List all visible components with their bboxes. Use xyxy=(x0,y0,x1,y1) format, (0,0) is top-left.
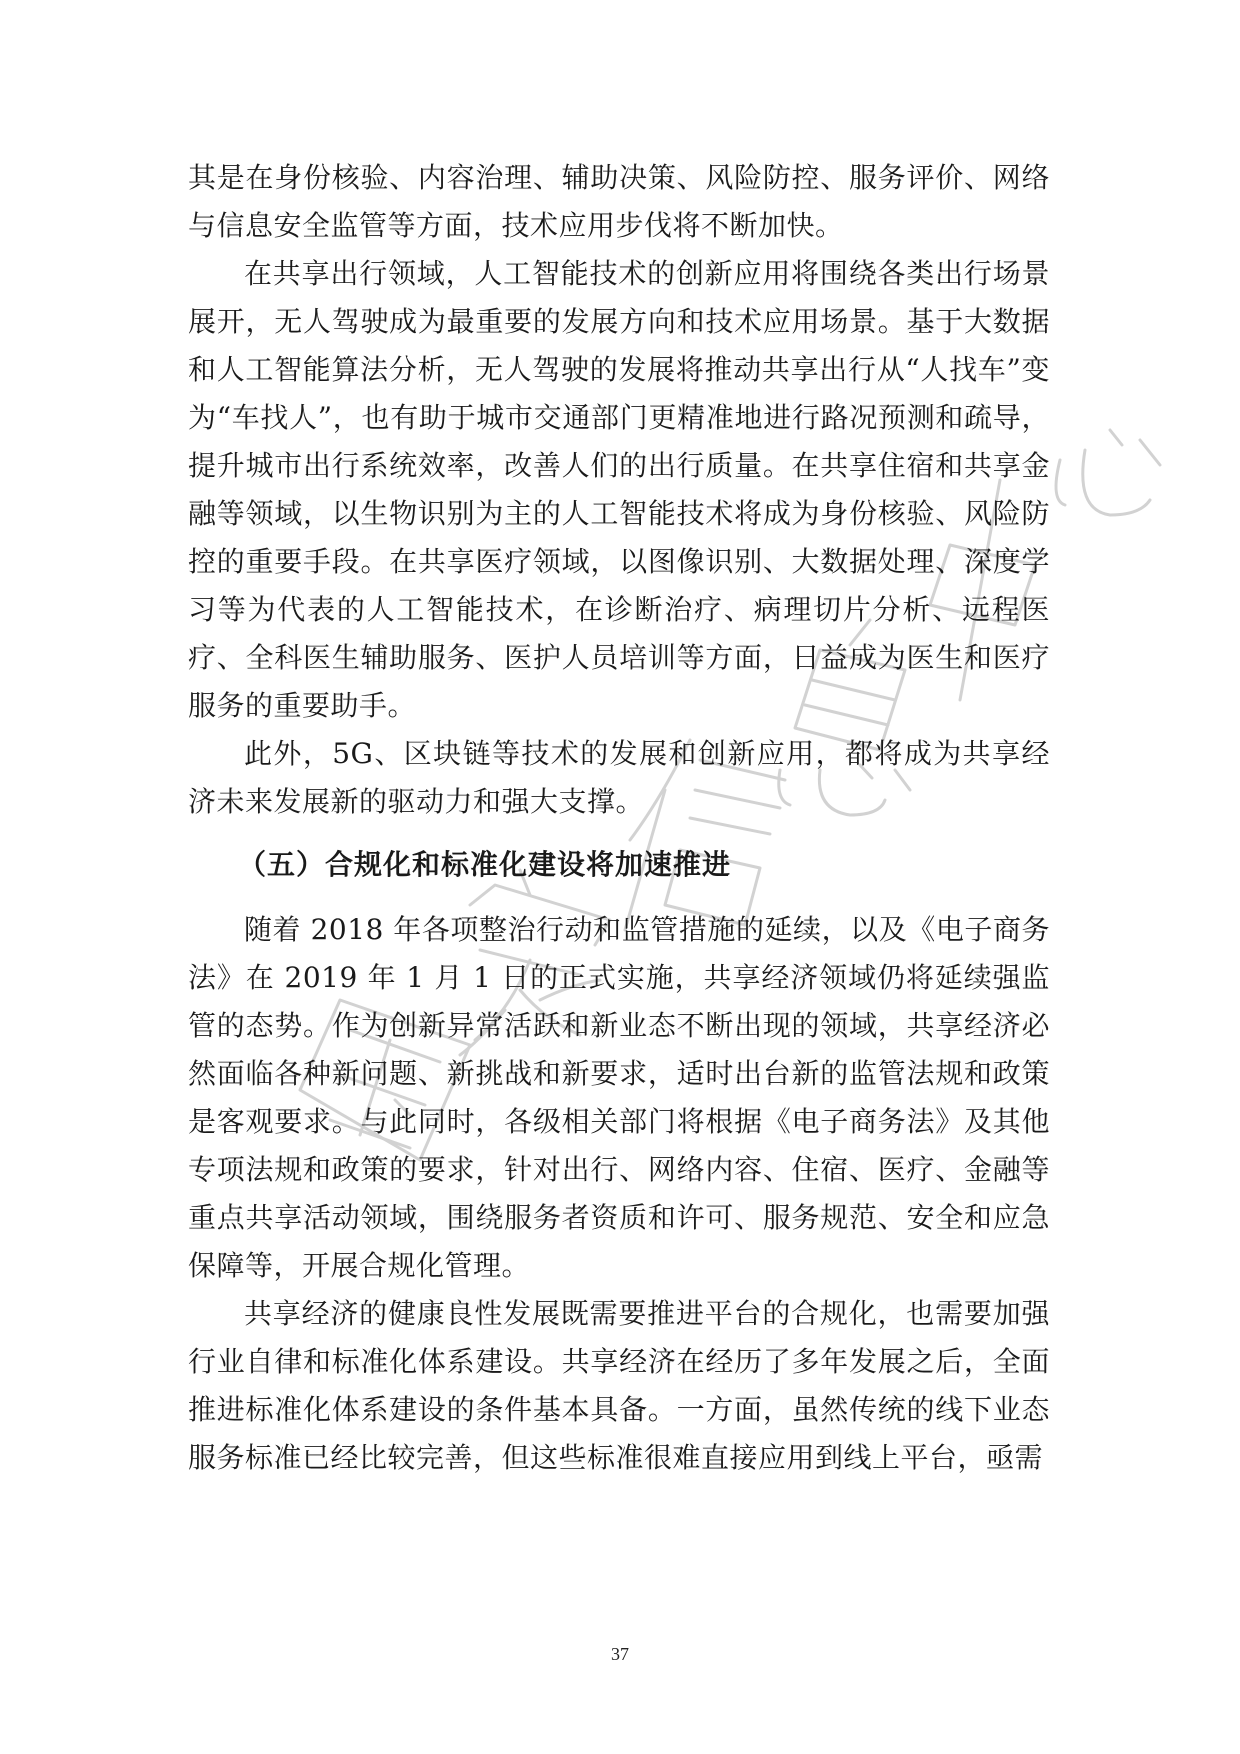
paragraph: 在共享出行领域，人工智能技术的创新应用将围绕各类出行场景展开，无人驾驶成为最重要的发展方向和技术应用场景。基于大数据和人工智能算法分析，无人驾驶的发展将推动共享出行从“人找车”变为“车找人”，也有助于城市交通部门更精准地进行路况预测和疏导，提升城市出行系统效率，改善人们的出行质量。在共享住宿和共享金融等领域，以生物识别为主的人工智能技术将成为身份核验、风险防控的重要手段。在共享医疗领域，以图像识别、大数据处理、深度学习等为代表的人工智能技术，在诊断治疗、病理切片分析、远程医疗、全科医生辅助服务、医护人员培训等方面，日益成为医生和医疗服务的重要助手。 xyxy=(188,257,1050,722)
paragraph: 其是在身份核验、内容治理、辅助决策、风险防控、服务评价、网络与信息安全监管等方面，技术应用步伐将不断加快。 xyxy=(188,161,1050,242)
watermark-char-xin2 xyxy=(1056,430,1160,515)
document-body xyxy=(188,154,1050,1482)
section-heading: （五）合规化和标准化建设将加速推进 xyxy=(238,848,732,881)
paragraph: 共享经济的健康良性发展既需要推进平台的合规化，也需要加强行业自律和标准化体系建设。共享经济在经历了多年发展之后，全面推进标准化体系建设的条件基本具备。一方面，虽然传统的线下业态服务标准已经比较完善，但这些标准很难直接应用到线上平台，亟需 xyxy=(188,1297,1050,1474)
page-number: 37 xyxy=(611,1644,629,1664)
paragraph: 此外，5G、区块链等技术的发展和创新应用，都将成为共享经济未来发展新的驱动力和强大支撑。 xyxy=(188,737,1050,818)
paragraph: 随着 2018 年各项整治行动和监管措施的延续，以及《电子商务法》在 2019 年 1 月 1 日的正式实施，共享经济领域仍将延续强监管的态势。作为创新异常活跃和新业态不断出现的领域，共享经济必然面临各种新问题、新挑战和新要求，适时出台新的监管法规和政策是客观要求。与此同时，各级相关部门将根据《电子商务法》及其他专项法规和政策的要求，针对出行、网络内容、住宿、医疗、金融等重点共享活动领域，围绕服务者资质和许可、服务规范、安全和应急保障等，开展合规化管理。 xyxy=(188,913,1050,1282)
